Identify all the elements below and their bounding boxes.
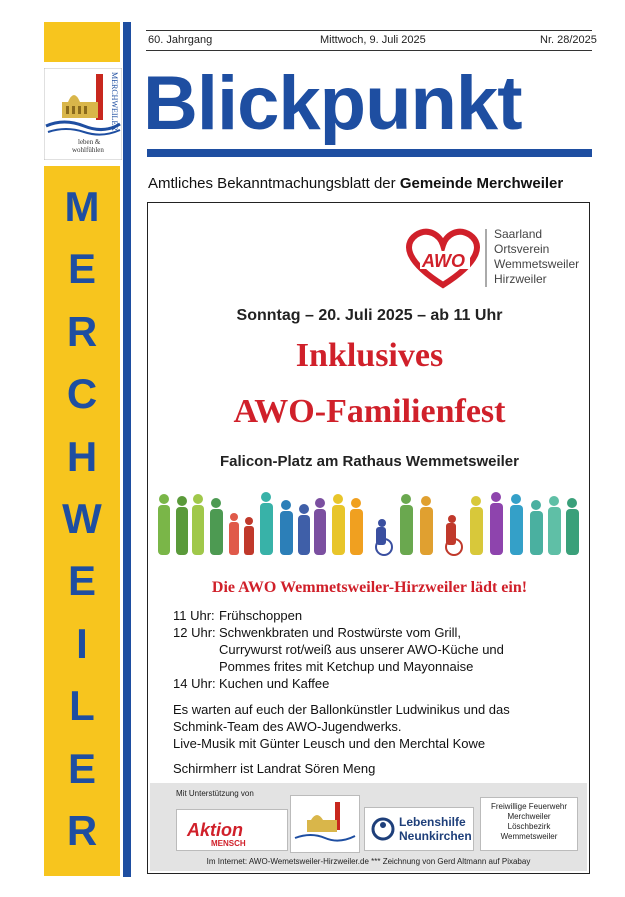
program-text: Pommes frites mit Ketchup und Mayonnaise (219, 659, 474, 674)
header-bottom-rule (146, 50, 592, 51)
people-silhouettes-illustration (154, 489, 584, 563)
program-row (173, 675, 504, 692)
event-date: Sonntag – 20. Juli 2025 – ab 11 Uhr (236, 307, 503, 324)
lebenshilfe-line: Lebenshilfe (399, 815, 466, 829)
event-flyer (147, 202, 590, 874)
paragraph-line: Es warten auf euch der Ballonkünstler Ludwinikus und das (173, 702, 510, 717)
org-line: Ortsverein (494, 242, 550, 256)
invitation-heading: Die AWO Wemmetsweiler-Hirzweiler lädt ein! (211, 579, 528, 596)
title-rule (147, 149, 592, 157)
aktion-mensch-subtext: MENSCH (211, 839, 246, 848)
letter: I (76, 619, 88, 667)
lebenshilfe-text (399, 815, 472, 843)
fire-line: Löschbezirk (507, 822, 551, 831)
logo-caption-2: wohlfühlen (72, 146, 104, 154)
aktion-mensch-logo (176, 809, 288, 851)
org-line: Hirzweiler (494, 272, 547, 286)
entertainment-paragraph (173, 701, 583, 752)
letter: E (67, 245, 96, 293)
issue-date: Mittwoch, 9. Juli 2025 (320, 34, 426, 46)
letter: E (67, 557, 96, 605)
event-place: Falicon-Platz am Rathaus Wemmetsweiler (220, 453, 519, 470)
paragraph-line: Live-Musik mit Günter Leusch und den Merchtal Kowe (173, 736, 486, 751)
program-time: 12 Uhr: (173, 625, 216, 640)
paragraph-line: Schmink-Team des AWO-Jugendwerks. (173, 719, 402, 734)
header-top-rule (146, 30, 592, 31)
program-text: Frühschoppen (219, 608, 303, 623)
sponsor-panel (150, 783, 587, 871)
org-line: Wemmetsweiler (494, 257, 580, 271)
municipality-logo (44, 68, 122, 160)
letter: C (66, 370, 98, 418)
event-program (173, 607, 504, 692)
letter: M (64, 183, 100, 230)
awo-logo-text: AWO (422, 251, 465, 271)
letter: W (62, 494, 102, 542)
issue-number: Nr. 28/2025 (540, 34, 597, 46)
lebenshilfe-line: Neunkirchen (399, 829, 472, 843)
patron-line: Schirmherr ist Landrat Sören Meng (173, 761, 376, 776)
awo-org-name (494, 227, 579, 287)
program-row (173, 607, 504, 624)
website-credit: Im Internet: AWO-Wemetsweiler-Hirzweiler.de *** Zeichnung von Gerd Altmann auf Pixabay (206, 857, 531, 866)
event-headline-1: Inklusives (295, 337, 444, 374)
fire-line: Freiwillige Feuerwehr (490, 802, 568, 811)
letter: E (67, 744, 96, 792)
program-time: 11 Uhr: (173, 608, 215, 623)
program-row (173, 624, 504, 675)
volume-label: 60. Jahrgang (148, 34, 213, 46)
vertical-town-name (44, 166, 120, 876)
letter: R (66, 806, 98, 854)
municipality-logo-small (290, 795, 360, 853)
aktion-mensch-text: Aktion (187, 820, 243, 840)
fire-line: Merchweiler (507, 812, 551, 821)
fire-department-text (481, 802, 577, 842)
program-time: 14 Uhr: (173, 676, 216, 691)
fire-department-box (480, 797, 578, 851)
program-text: Currywurst rot/weiß aus unserer AWO-Küche und (219, 642, 504, 657)
newspaper-subtitle (148, 175, 563, 192)
top-yellow-block (44, 22, 120, 62)
org-line: Saarland (494, 227, 543, 241)
vertical-blue-bar (123, 22, 131, 877)
event-headline-2: AWO-Familienfest (233, 393, 506, 430)
logo-side-text: MERCHWEILER (110, 72, 119, 131)
newspaper-title: Blickpunkt (143, 61, 522, 146)
subtitle-prefix: Amtliches Bekanntmachungsblatt der (148, 175, 396, 192)
letter: R (66, 307, 98, 355)
logo-caption-1: leben & (78, 138, 101, 146)
sponsor-label: Mit Unterstützung von (176, 789, 254, 798)
program-text: Kuchen und Kaffee (219, 676, 330, 691)
letter: H (66, 432, 98, 480)
fire-line: Wemmetsweiler (500, 832, 558, 841)
subtitle-municipality: Gemeinde Merchweiler (399, 175, 564, 192)
letter: L (69, 682, 95, 730)
lebenshilfe-logo (364, 807, 474, 851)
program-text: Schwenkbraten und Rostwürste vom Grill, (219, 625, 462, 640)
